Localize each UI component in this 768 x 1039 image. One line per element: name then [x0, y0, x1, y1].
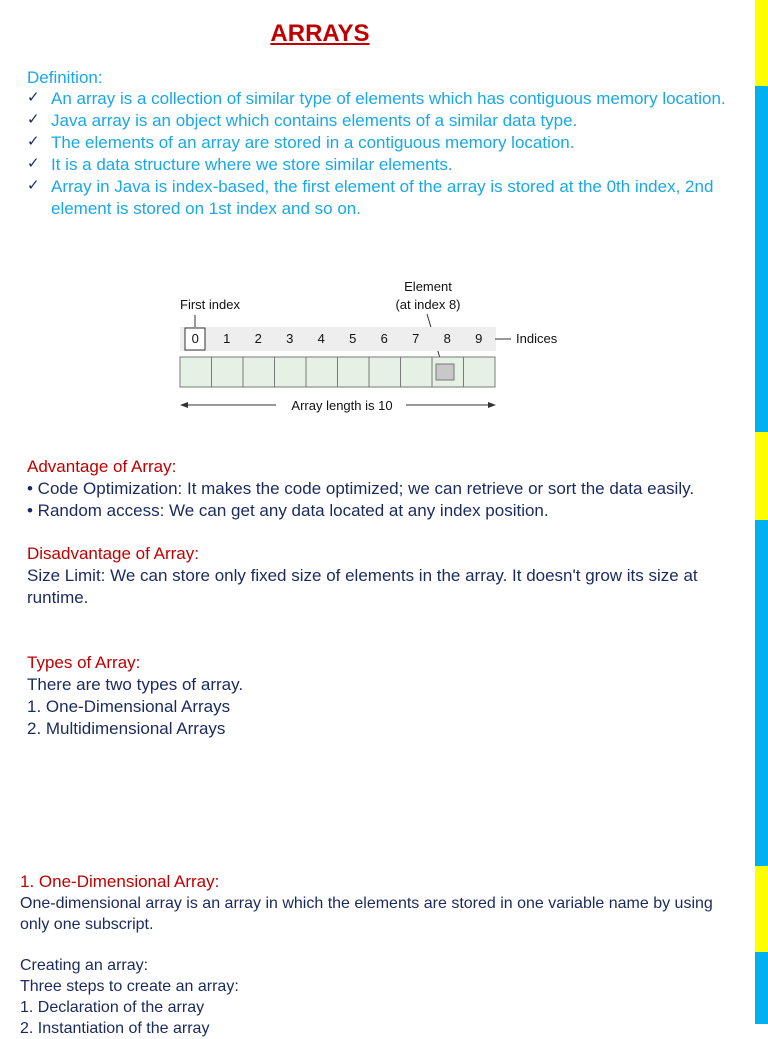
- disadvantage-heading: Disadvantage of Array:: [27, 544, 199, 563]
- checkmark-icon: ✓: [27, 155, 40, 172]
- types-heading: Types of Array:: [27, 653, 141, 672]
- types-section: [27, 652, 747, 740]
- array-cell: [401, 357, 433, 387]
- one-dim-text: One-dimensional array is an array in which the elements are stored in one variable name by using only one subscript.: [20, 895, 713, 933]
- decorative-sidebar: [755, 0, 768, 1024]
- first-index-label: First index: [180, 297, 240, 312]
- definition-item: ✓ It is a data structure where we store similar elements.: [27, 155, 453, 174]
- definition-label: Definition:: [27, 68, 103, 87]
- array-cell: [180, 357, 212, 387]
- advantage-heading: Advantage of Array:: [27, 457, 177, 476]
- disadvantage-text: Size Limit: We can store only fixed size of elements in the array. It doesn't grow its size at runtime.: [27, 566, 698, 607]
- step-item: 2. Instantiation of the array: [20, 1020, 210, 1037]
- one-dimensional-section: [20, 871, 740, 1039]
- definition-item: ✓ Java array is an object which contains elements of a similar data type.: [27, 111, 578, 130]
- index-label: 9: [475, 331, 483, 346]
- element-marker: [436, 364, 454, 380]
- definition-list: [27, 88, 737, 220]
- indices-label: Indices: [516, 331, 558, 346]
- index-label: 4: [317, 331, 325, 346]
- types-intro: There are two types of array.: [27, 675, 244, 694]
- index-label: 7: [412, 331, 420, 346]
- element-label: Element: [404, 279, 452, 294]
- length-label: Array length is 10: [291, 398, 393, 413]
- checkmark-icon: ✓: [27, 177, 40, 194]
- array-cell: [369, 357, 401, 387]
- index-label: 0: [191, 331, 199, 346]
- types-item: 1. One-Dimensional Arrays: [27, 697, 231, 716]
- definition-item: ✓ Array in Java is index-based, the first element of the array is stored at the 0th index, 2nd element is stored on 1st index and so on.: [27, 177, 714, 218]
- index-label: 8: [443, 331, 451, 346]
- index-label: 6: [380, 331, 388, 346]
- advantage-item: • Code Optimization: It makes the code optimized; we can retrieve or sort the data easily.: [27, 479, 695, 498]
- array-cell: [243, 357, 275, 387]
- index-label: 2: [254, 331, 262, 346]
- steps-intro: Three steps to create an array:: [20, 978, 239, 995]
- step-item: 1. Declaration of the array: [20, 999, 205, 1016]
- array-diagram: [170, 275, 570, 420]
- checkmark-icon: ✓: [27, 89, 40, 106]
- advantage-section: [27, 456, 747, 522]
- checkmark-icon: ✓: [27, 133, 40, 150]
- page-title: ARRAYS: [270, 20, 370, 47]
- array-cell: [275, 357, 307, 387]
- advantage-item: • Random access: We can get any data located at any index position.: [27, 501, 549, 520]
- array-cell: [306, 357, 338, 387]
- types-item: 2. Multidimensional Arrays: [27, 719, 226, 738]
- array-cell: [338, 357, 370, 387]
- definition-item: ✓ The elements of an array are stored in a contiguous memory location.: [27, 133, 575, 152]
- element-index-label: (at index 8): [395, 297, 461, 312]
- disadvantage-section: [27, 543, 747, 609]
- creating-array-label: Creating an array:: [20, 957, 149, 974]
- checkmark-icon: ✓: [27, 111, 40, 128]
- array-cell: [464, 357, 496, 387]
- definition-item: ✓ An array is a collection of similar type of elements which has contiguous memory location.: [27, 89, 726, 108]
- index-label: 3: [286, 331, 294, 346]
- index-label: 5: [349, 331, 357, 346]
- array-cell: [212, 357, 244, 387]
- one-dim-heading: 1. One-Dimensional Array:: [20, 872, 220, 891]
- index-label: 1: [223, 331, 231, 346]
